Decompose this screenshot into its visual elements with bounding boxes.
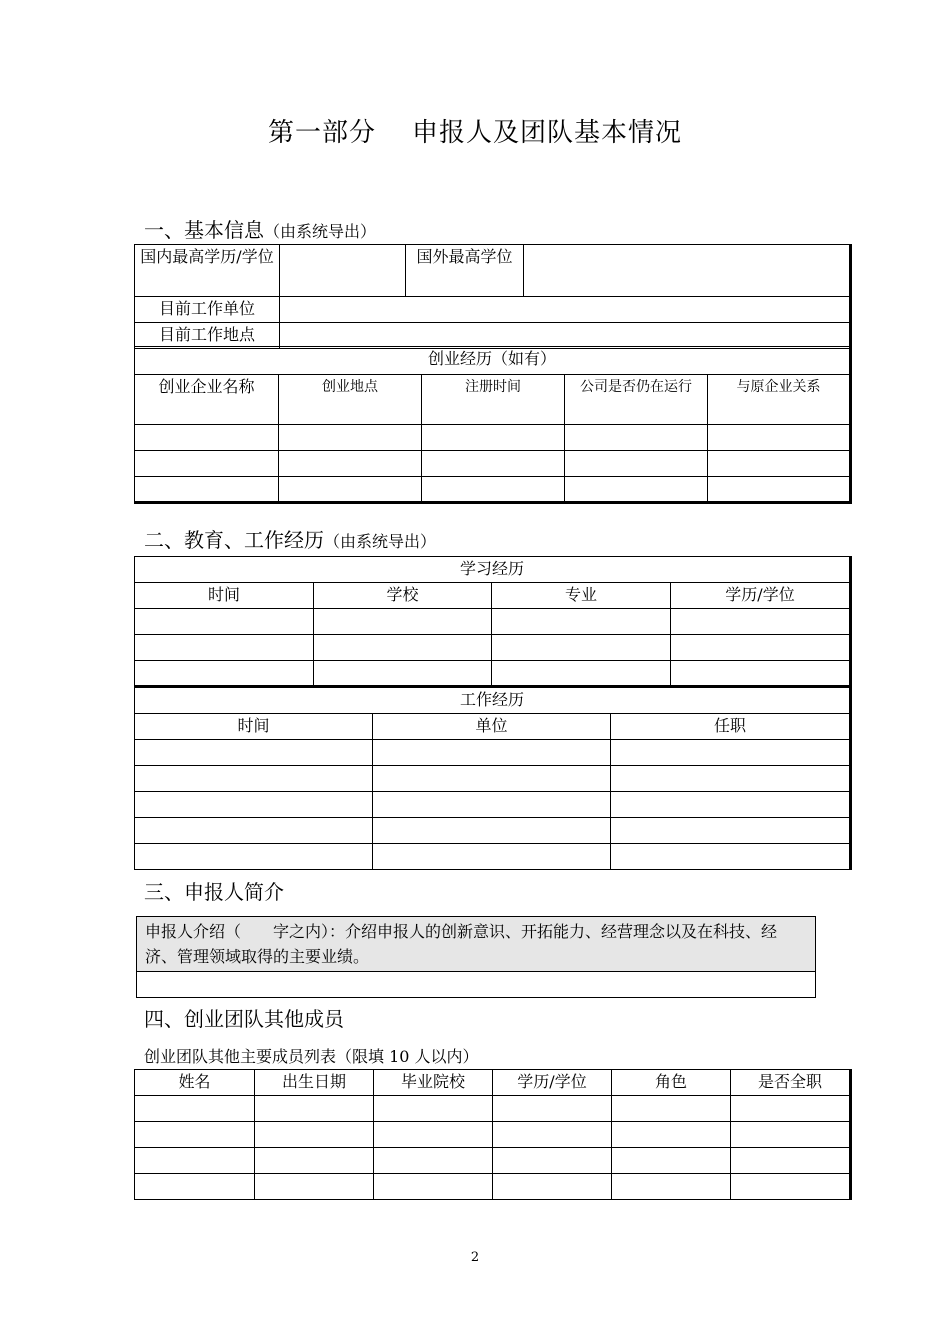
work-table — [134, 687, 852, 870]
col-company-name: 创业企业名称 — [135, 375, 279, 425]
cell[interactable] — [731, 1174, 851, 1200]
cell[interactable] — [612, 1096, 731, 1122]
input-work-place[interactable] — [280, 323, 851, 349]
cell[interactable] — [373, 740, 611, 766]
label-domestic-degree: 国内最高学历/学位 — [135, 245, 280, 297]
cell[interactable] — [255, 1122, 374, 1148]
cell[interactable] — [708, 477, 851, 503]
cell[interactable] — [422, 477, 565, 503]
cell[interactable] — [135, 609, 314, 635]
title-part: 第一部分 — [267, 118, 376, 148]
startup-header: 创业经历（如有） — [135, 347, 851, 375]
cell[interactable] — [314, 635, 492, 661]
label-work-place: 目前工作地点 — [135, 323, 280, 349]
col-location: 创业地点 — [279, 375, 422, 425]
cell[interactable] — [708, 425, 851, 451]
col-school: 毕业院校 — [374, 1070, 493, 1096]
page-title — [0, 112, 950, 149]
study-table — [134, 556, 852, 688]
cell[interactable] — [565, 451, 708, 477]
cell[interactable] — [314, 661, 492, 687]
cell[interactable] — [374, 1096, 493, 1122]
cell[interactable] — [422, 451, 565, 477]
col-role: 角色 — [612, 1070, 731, 1096]
col-work-time: 时间 — [135, 714, 373, 740]
cell[interactable] — [493, 1122, 612, 1148]
cell[interactable] — [135, 740, 373, 766]
cell[interactable] — [611, 818, 851, 844]
cell[interactable] — [731, 1122, 851, 1148]
cell[interactable] — [255, 1174, 374, 1200]
label-work-unit: 目前工作单位 — [135, 297, 280, 323]
cell[interactable] — [135, 451, 279, 477]
cell[interactable] — [374, 1174, 493, 1200]
cell[interactable] — [373, 818, 611, 844]
cell[interactable] — [708, 451, 851, 477]
cell[interactable] — [135, 425, 279, 451]
cell[interactable] — [135, 477, 279, 503]
cell[interactable] — [279, 451, 422, 477]
team-table-caption: 创业团队其他主要成员列表（限填 10 人以内） — [144, 1047, 479, 1066]
col-name: 姓名 — [135, 1070, 255, 1096]
cell[interactable] — [135, 766, 373, 792]
cell[interactable] — [612, 1122, 731, 1148]
cell[interactable] — [135, 1096, 255, 1122]
cell[interactable] — [314, 609, 492, 635]
cell[interactable] — [493, 1148, 612, 1174]
cell[interactable] — [373, 792, 611, 818]
cell[interactable] — [374, 1148, 493, 1174]
label-foreign-degree: 国外最高学位 — [406, 245, 524, 297]
cell[interactable] — [492, 635, 671, 661]
section-3-heading: 三、申报人简介 — [144, 880, 284, 904]
intro-instructions: 申报人介绍（ 字之内）：介绍申报人的创新意识、开拓能力、经营理念以及在科技、经济、管理领域取得的主要业绩。 — [137, 917, 816, 972]
section-4-heading: 四、创业团队其他成员 — [144, 1007, 344, 1031]
cell[interactable] — [279, 477, 422, 503]
cell[interactable] — [373, 766, 611, 792]
input-foreign-degree[interactable] — [524, 245, 851, 297]
cell[interactable] — [255, 1148, 374, 1174]
col-school: 学校 — [314, 583, 492, 609]
cell[interactable] — [493, 1096, 612, 1122]
cell[interactable] — [135, 792, 373, 818]
cell[interactable] — [611, 844, 851, 870]
cell[interactable] — [565, 425, 708, 451]
cell[interactable] — [373, 844, 611, 870]
col-relation: 与原企业关系 — [708, 375, 851, 425]
input-work-unit[interactable] — [280, 297, 851, 323]
cell[interactable] — [135, 818, 373, 844]
cell[interactable] — [731, 1148, 851, 1174]
cell[interactable] — [135, 635, 314, 661]
cell[interactable] — [492, 609, 671, 635]
cell[interactable] — [374, 1122, 493, 1148]
cell[interactable] — [612, 1174, 731, 1200]
section-1-heading: 一、基本信息（由系统导出） — [144, 218, 377, 242]
basic-info-table — [134, 244, 852, 349]
intro-input[interactable] — [137, 972, 816, 998]
col-major: 专业 — [492, 583, 671, 609]
page-number: 2 — [470, 1250, 480, 1265]
col-degree: 学历/学位 — [671, 583, 851, 609]
cell[interactable] — [493, 1174, 612, 1200]
team-table — [134, 1069, 852, 1200]
cell[interactable] — [611, 792, 851, 818]
cell[interactable] — [671, 609, 851, 635]
col-reg-time: 注册时间 — [422, 375, 565, 425]
cell[interactable] — [565, 477, 708, 503]
cell[interactable] — [279, 425, 422, 451]
study-header: 学习经历 — [135, 557, 851, 583]
cell[interactable] — [671, 661, 851, 687]
col-fulltime: 是否全职 — [731, 1070, 851, 1096]
cell[interactable] — [611, 740, 851, 766]
col-degree: 学历/学位 — [493, 1070, 612, 1096]
intro-table — [136, 916, 816, 998]
cell[interactable] — [611, 766, 851, 792]
col-study-time: 时间 — [135, 583, 314, 609]
cell[interactable] — [671, 635, 851, 661]
cell[interactable] — [731, 1096, 851, 1122]
input-domestic-degree[interactable] — [280, 245, 406, 297]
cell[interactable] — [135, 844, 373, 870]
cell[interactable] — [135, 661, 314, 687]
col-birth: 出生日期 — [255, 1070, 374, 1096]
col-unit: 单位 — [373, 714, 611, 740]
col-position: 任职 — [611, 714, 851, 740]
cell[interactable] — [492, 661, 671, 687]
cell[interactable] — [135, 1174, 255, 1200]
cell[interactable] — [135, 1122, 255, 1148]
title-main: 申报人及团队基本情况 — [412, 118, 683, 148]
cell[interactable] — [612, 1148, 731, 1174]
col-still-running: 公司是否仍在运行 — [565, 375, 708, 425]
cell[interactable] — [422, 425, 565, 451]
cell[interactable] — [135, 1148, 255, 1174]
startup-table — [134, 346, 852, 504]
cell[interactable] — [255, 1096, 374, 1122]
section-2-heading: 二、教育、工作经历（由系统导出） — [144, 528, 437, 552]
work-header: 工作经历 — [135, 688, 851, 714]
